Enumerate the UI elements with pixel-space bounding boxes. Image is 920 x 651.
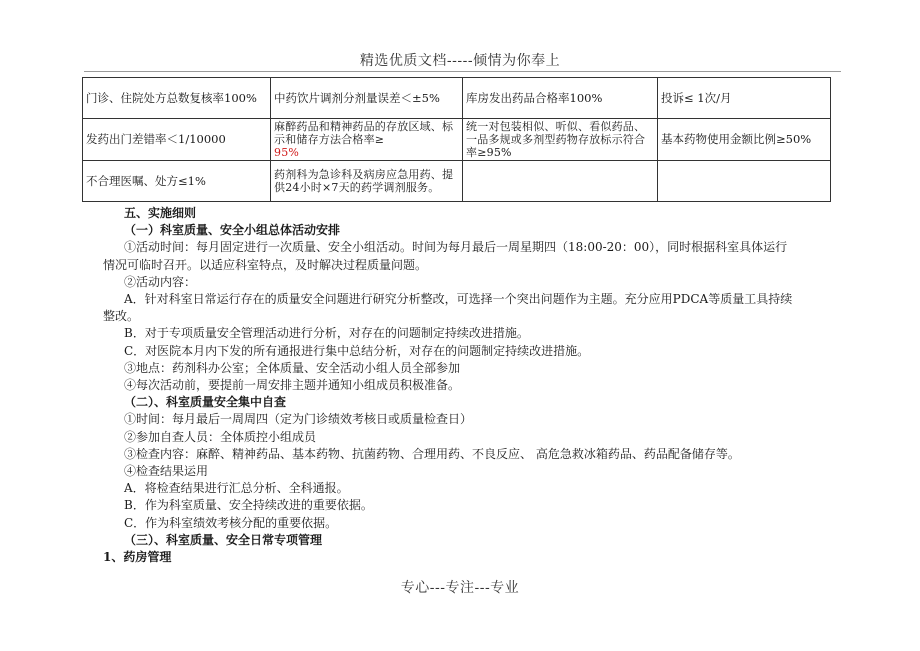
paragraph: C．对医院本月内下发的所有通报进行集中总结分析，对存在的问题制定持续改进措施。 — [124, 343, 590, 358]
document-body — [103, 205, 823, 566]
paragraph: C．作为科室绩效考核分配的重要依据。 — [124, 515, 338, 530]
table-cell — [658, 161, 831, 202]
subsection-heading: 1、药房管理 — [103, 550, 172, 565]
paragraph: ④检查结果运用 — [124, 464, 209, 479]
table-cell: 门诊、住院处方总数复核率100% — [83, 78, 271, 119]
header-divider — [84, 71, 841, 72]
subsection-heading: （一）科室质量、安全小组总体活动安排 — [124, 223, 341, 238]
paragraph-continuation: 整改。 — [103, 309, 140, 324]
paragraph-continuation: 情况可临时召开。以适应科室特点，及时解决过程质量问题。 — [103, 257, 428, 272]
table-cell: 发药出门差错率＜1/10000 — [83, 119, 271, 161]
red-value: 95% — [274, 146, 300, 159]
paragraph: ①活动时间：每月固定进行一次质量、安全小组活动。时间为每月最后一周星期四（18:00-20：00），同时根据科室具体运行 — [124, 240, 788, 255]
section-heading: 五、实施细则 — [124, 206, 197, 220]
paragraph: ①时间：每月最后一周周四（定为门诊绩效考核日或质量检查日） — [124, 412, 473, 427]
page-header: 精选优质文档-----倾情为你奉上 — [359, 53, 561, 69]
table-cell: 库房发出药品合格率100% — [463, 78, 658, 119]
table-row — [83, 119, 831, 161]
table-cell — [463, 161, 658, 202]
paragraph: ②活动内容： — [124, 274, 197, 289]
table-cell: 不合理医嘱、处方≤1% — [83, 161, 271, 202]
table-cell: 统一对包装相似、听似、看似药品、一品多规或多剂型药物存放标示符合率≥95% — [463, 119, 658, 161]
paragraph: B．对于专项质量安全管理活动进行分析，对存在的问题制定持续改进措施。 — [124, 326, 529, 341]
paragraph: A．针对科室日常运行存在的质量安全问题进行研究分析整改，可选择一个突出问题作为主题。充分应用PDCA等质量工具持续 — [124, 292, 793, 307]
subsection-heading: （三）、科室质量、安全日常专项管理 — [124, 532, 323, 547]
table-row — [83, 78, 831, 119]
page-footer: 专心---专注---专业 — [400, 580, 520, 596]
table-row — [83, 161, 831, 202]
table-cell: 基本药物使用金额比例≥50% — [658, 119, 831, 161]
paragraph: ③检查内容：麻醉、精神药品、基本药物、抗菌药物、合理用药、不良反应、 高危急救冰箱药品、药品配备储存等。 — [124, 446, 740, 461]
table-cell — [271, 119, 463, 161]
table-cell: 中药饮片调剂分剂量误差＜±5% — [271, 78, 463, 119]
paragraph: ④每次活动前，要提前一周安排主题并通知小组成员积极准备。 — [124, 378, 461, 393]
table-cell: 投诉≤ 1次/月 — [658, 78, 831, 119]
quality-target-table — [82, 77, 831, 202]
paragraph: ②参加自查人员：全体质控小组成员 — [124, 429, 317, 444]
paragraph: ③地点：药剂科办公室；全体质量、安全活动小组人员全部参加 — [124, 360, 461, 375]
table-cell-text: 麻醉药品和精神药品的存放区域、标示和储存方法合格率≥ — [274, 120, 454, 146]
subsection-heading: （二）、科室质量安全集中自查 — [124, 395, 287, 410]
paragraph: A．将检查结果进行汇总分析、全科通报。 — [124, 481, 349, 496]
table-cell: 药剂科为急诊科及病房应急用药、提供24小时×7天的药学调剂服务。 — [271, 161, 463, 202]
paragraph: B．作为科室质量、安全持续改进的重要依据。 — [124, 498, 373, 513]
